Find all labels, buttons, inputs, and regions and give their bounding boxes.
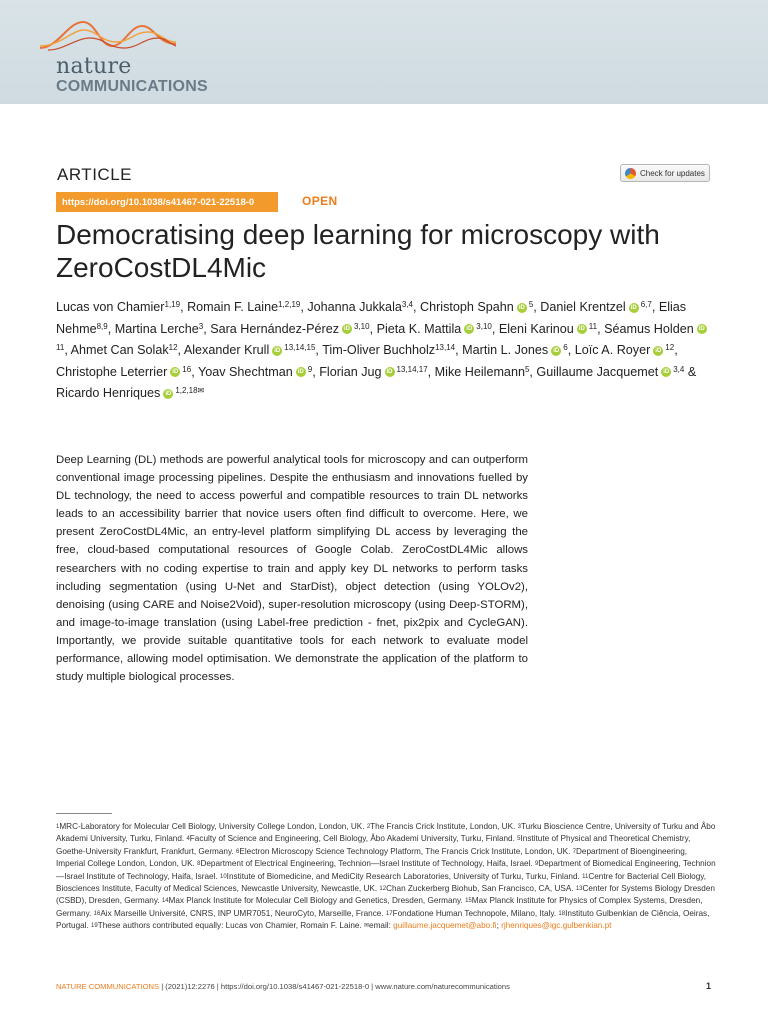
- author-affiliation-sup: 1,2,18✉: [175, 386, 205, 395]
- affiliation-text: Fondatione Human Technopole, Milano, Italy.: [392, 908, 559, 918]
- journal-logo-communications: COMMUNICATIONS: [56, 78, 208, 95]
- email-separator: ;: [496, 921, 502, 931]
- author-separator: ,: [300, 300, 308, 314]
- author-separator: ,: [567, 343, 575, 357]
- author-affiliation-sup: 9: [307, 364, 313, 374]
- orcid-icon[interactable]: iD: [165, 390, 172, 397]
- orcid-icon[interactable]: iD: [578, 326, 585, 333]
- author-separator: ,: [369, 321, 377, 336]
- affiliation-number: 3: [517, 824, 521, 830]
- author-name[interactable]: Eleni Karinou: [498, 321, 574, 336]
- author-name[interactable]: Martin L. Jones: [462, 343, 549, 357]
- author-separator: ,: [491, 321, 499, 336]
- orcid-icon[interactable]: iD: [172, 369, 179, 376]
- author-name[interactable]: Elias Nehme: [56, 300, 687, 336]
- check-for-updates-button[interactable]: [620, 164, 710, 182]
- author-name[interactable]: Florian Jug: [319, 364, 382, 379]
- author-affiliation-sup: 1,19: [164, 300, 181, 309]
- orcid-icon[interactable]: iD: [553, 347, 560, 354]
- author-affiliation-sup: 13,14: [435, 343, 456, 352]
- article-title: Democratising deep learning for microscopy with ZeroCostDL4Mic: [56, 219, 660, 283]
- author-separator: ,: [455, 343, 463, 357]
- affiliation-text: Department of Biomedical Engineering, Technion—Israel Institute of Technology, Haifa, Israel.: [56, 859, 716, 881]
- affiliation-text: Max Planck Institute for Molecular Cell Biology and Genetics, Dresden, Germany.: [168, 896, 466, 906]
- check-updates-label: Check for updates: [640, 168, 705, 178]
- affiliation-text: Department of Electrical Engineering, Technion—Israel Institute of Technology, Haifa, Israel.: [200, 859, 535, 869]
- author-affiliation-sup: 3,10: [476, 321, 492, 331]
- author-affiliation-sup: 12: [665, 343, 675, 352]
- page-footer: [56, 982, 510, 991]
- affiliation-number: 6: [236, 848, 240, 855]
- author-separator: ,: [312, 364, 320, 379]
- affiliation-text: The Francis Crick Institute, London, UK.: [370, 822, 518, 831]
- orcid-icon[interactable]: iD: [698, 326, 705, 333]
- author-separator: ,: [427, 364, 435, 379]
- footnote-divider: [56, 813, 112, 814]
- affiliation-text: These authors contributed equally: Lucas von Chamier, Romain F. Laine.: [97, 921, 364, 931]
- author-name[interactable]: Christoph Spahn: [420, 300, 514, 314]
- author-affiliation-sup: 11: [588, 321, 598, 331]
- affiliation-number: 10: [219, 873, 227, 880]
- author-affiliation-sup: 3: [198, 321, 204, 331]
- page-number: 1: [706, 981, 712, 991]
- author-name[interactable]: Mike Heilemann: [434, 364, 525, 379]
- orcid-icon[interactable]: iD: [518, 304, 525, 311]
- author-affiliation-sup: 5: [528, 300, 534, 309]
- author-affiliation-sup: 12: [168, 343, 178, 352]
- author-affiliation-sup: 16: [182, 364, 192, 374]
- orcid-icon[interactable]: iD: [663, 369, 670, 376]
- affiliation-text: Department of Bioengineering, Imperial College London, London, UK.: [56, 846, 688, 869]
- author-affiliation-sup: 11: [56, 343, 65, 352]
- author-list: [56, 297, 716, 405]
- affiliation-number: 16: [93, 910, 101, 917]
- email-link[interactable]: guillaume.jacquemet@abo.fi: [393, 921, 497, 931]
- affiliation-text: MRC-Laboratory for Molecular Cell Biology, University College London, London, UK.: [59, 822, 367, 831]
- author-separator: ,: [191, 364, 198, 379]
- author-affiliation-sup: 8,9: [96, 321, 108, 331]
- author-name[interactable]: Martina Lerche: [114, 321, 199, 336]
- author-name[interactable]: Séamus Holden: [604, 321, 694, 336]
- affiliation-text: Institute of Biomedicine, and MediCity Research Laboratories, University of Turku, Turku, Finland.: [226, 871, 583, 881]
- author-separator: ,: [413, 300, 420, 314]
- affiliation-number: 12: [379, 886, 387, 893]
- author-separator: ,: [533, 300, 541, 314]
- affiliation-number: 4: [186, 836, 190, 843]
- affiliation-number: 18: [558, 910, 566, 917]
- author-name[interactable]: Ricardo Henriques: [56, 386, 161, 400]
- orcid-icon[interactable]: iD: [386, 369, 393, 376]
- author-name[interactable]: Yoav Shechtman: [197, 364, 293, 379]
- footer-journal-name: NATURE COMMUNICATIONS: [56, 982, 160, 991]
- email-label: email:: [369, 921, 394, 931]
- affiliation-text: Aix Marseille Université, CNRS, INP UMR7051, NeuroCyto, Marseille, France.: [100, 908, 386, 918]
- author-separator: ,: [651, 300, 659, 314]
- author-affiliation-sup: 3,10: [354, 321, 370, 331]
- journal-logo-nature: nature: [56, 54, 132, 79]
- orcid-icon[interactable]: iD: [466, 326, 473, 333]
- abstract: Deep Learning (DL) methods are powerful analytical tools for microscopy and can outperform conventional image processing pipelines. Despite the enthusiasm and innovations fuelled by DL technology, the need to access powerful and compatible resources to train DL networks leads to an accessibility barrier that novice users often find difficult to overcome. Here, we present ZeroCostDL4Mic, an entry-level platform simplifying DL access by leveraging the free, cloud-based computational resources of Google Colab. ZeroCostDL4Mic allows researchers with no coding expertise to train and apply key DL networks to perform tasks including segmentation (using U-Net and StarDist), object detection (using YOLOv2), denoising (using CARE and Noise2Void), super-resolution microscopy (using Deep-STORM), and image-to-image translation (using Label-free prediction - fnet, pix2pix and CycleGAN). Importantly, we provide suitable quantitative tools for each network to evaluate model performance, allowing model optimisation. We demonstrate the application of the platform to study multiple biological processes.: [56, 454, 528, 684]
- author-affiliation-sup: 3,4: [401, 300, 413, 309]
- author-name[interactable]: Tim-Oliver Buchholz: [322, 343, 436, 357]
- affiliation-text: Chan Zuckerberg Biohub, San Francisco, CA, USA.: [386, 884, 576, 894]
- author-affiliation-sup: 6,7: [640, 300, 652, 309]
- author-separator: ,: [107, 321, 115, 336]
- affiliation-number: 11: [582, 873, 589, 880]
- affiliations: [56, 821, 716, 933]
- affiliation-number: 19: [91, 923, 98, 930]
- author-name[interactable]: Pieta K. Mattila: [376, 321, 462, 336]
- author-name[interactable]: Loïc A. Royer: [574, 343, 651, 357]
- author-affiliation-sup: 5: [524, 364, 530, 374]
- author-name[interactable]: Ahmet Can Solak: [70, 343, 169, 357]
- orcid-icon[interactable]: iD: [630, 304, 637, 311]
- author-separator: ,: [674, 343, 678, 357]
- author-name[interactable]: Daniel Krentzel: [540, 300, 626, 314]
- author-name[interactable]: Romain F. Laine: [187, 300, 279, 314]
- author-name[interactable]: Lucas von Chamier: [56, 300, 165, 314]
- orcid-icon[interactable]: iD: [274, 347, 281, 354]
- author-separator: ,: [180, 300, 188, 314]
- author-name[interactable]: Guillaume Jacquemet: [536, 364, 659, 379]
- orcid-icon[interactable]: iD: [297, 369, 304, 376]
- affiliation-text: Instituto Gulbenkian de Ciência, Oeiras, Portugal.: [56, 908, 710, 931]
- author-name[interactable]: Johanna Jukkala: [307, 300, 402, 314]
- author-affiliation-sup: 13,14,15: [284, 343, 316, 352]
- affiliation-number: 1: [56, 824, 60, 830]
- open-access-label: OPEN: [302, 194, 338, 208]
- author-separator: &: [684, 364, 697, 379]
- author-separator: ,: [203, 321, 211, 336]
- author-separator: ,: [64, 343, 71, 357]
- affiliation-text: Max Planck Institute for Physics of Complex Systems, Dresden, Germany.: [56, 896, 703, 918]
- author-affiliation-sup: 1,2,19: [278, 300, 301, 309]
- nature-wave-logo-icon: [38, 16, 178, 56]
- affiliation-number: 14: [161, 898, 169, 905]
- author-affiliation-sup: 3,4: [673, 364, 685, 374]
- doi-link[interactable]: https://doi.org/10.1038/s41467-021-22518-0: [56, 192, 278, 212]
- email-link[interactable]: rjhenriques@igc.gulbenkian.pt: [501, 921, 612, 931]
- affiliation-text: Faculty of Science and Engineering, Cell Biology, Åbo Akademi University, Turku, Finland.: [189, 834, 518, 844]
- orcid-icon[interactable]: iD: [344, 326, 350, 333]
- affiliation-number: 17: [385, 910, 393, 917]
- affiliation-number: 5: [517, 836, 521, 843]
- footer-citation: | (2021)12:2276 | https://doi.org/10.1038/s41467-021-22518-0 | www.nature.com/naturecommunications: [159, 982, 510, 991]
- author-separator: ,: [315, 343, 323, 357]
- affiliation-number: 13: [575, 886, 583, 893]
- email-icon: ✉: [363, 923, 370, 930]
- author-separator: ,: [177, 343, 184, 357]
- affiliation-number: 9: [534, 861, 539, 868]
- author-separator: ,: [597, 321, 605, 336]
- crossmark-icon: [625, 168, 636, 179]
- author-name[interactable]: Alexander Krull: [183, 343, 270, 357]
- author-affiliation-sup: 13,14,17: [396, 364, 428, 374]
- author-affiliation-sup: 6: [563, 343, 568, 352]
- affiliation-text: Turku Bioscience Centre, University of Turku and Åbo Akademi University, Turku, Finland.: [56, 822, 716, 844]
- article-type-label: ARTICLE: [57, 165, 132, 184]
- affiliation-text: Centre for Bacterial Cell Biology, Biosciences Institute, Faculty of Medical Sciences, Newcastle University, Newcastle, UK.: [56, 871, 707, 894]
- affiliation-number: 8: [197, 861, 201, 868]
- affiliation-number: 15: [465, 898, 472, 905]
- affiliation-number: 2: [366, 824, 371, 830]
- author-separator: ,: [529, 364, 537, 379]
- author-name[interactable]: Sara Hernández-Pérez: [210, 321, 339, 336]
- orcid-icon[interactable]: iD: [655, 347, 662, 354]
- affiliation-text: Institute of Physical and Theoretical Chemistry, Goethe-University Frankfurt, Frankfurt, Germany.: [56, 834, 691, 856]
- author-name[interactable]: Christophe Leterrier: [56, 364, 168, 379]
- affiliation-text: Center for Systems Biology Dresden (CSBD), Dresden, Germany.: [56, 884, 715, 906]
- affiliation-number: 7: [572, 848, 576, 855]
- affiliation-text: Electron Microscopy Science Technology Platform, The Francis Crick Institute, London, UK.: [239, 846, 573, 856]
- journal-header-band: [0, 0, 768, 104]
